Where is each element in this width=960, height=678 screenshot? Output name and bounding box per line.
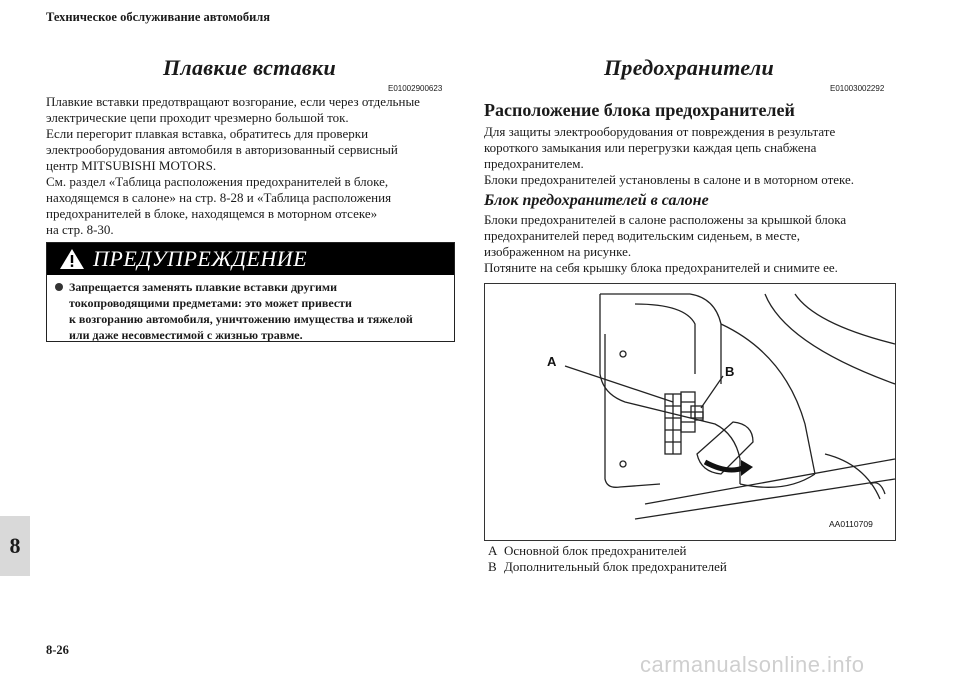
right-doc-code: E01003002292 <box>830 84 885 93</box>
subsection-line: Потяните на себя крышку блока предохранителей и снимите ее. <box>484 260 838 275</box>
subsection-line: изображенном на рисунке. <box>484 244 632 259</box>
subsection-line: предохранителей перед водительским сиденьем, в месте, <box>484 228 800 243</box>
left-title: Плавкие вставки <box>162 55 336 80</box>
running-header: Техническое обслуживание автомобиля <box>46 10 271 24</box>
left-paragraph-line: находящемся в салоне» на стр. 8-28 и «Таблица расположения <box>46 190 392 205</box>
warning-line: или даже несовместимой с жизнью травме. <box>69 328 303 342</box>
section-body <box>484 124 896 188</box>
warning-triangle-icon <box>59 247 85 271</box>
left-paragraph-line: на стр. 8-30. <box>46 222 114 237</box>
chapter-tab: 8 <box>0 516 30 576</box>
page-number: 8-26 <box>46 643 69 657</box>
caption-text: Дополнительный блок предохранителей <box>504 559 727 574</box>
left-paragraph-line: Если перегорит плавкая вставка, обратитесь для проверки <box>46 126 369 141</box>
watermark: carmanualsonline.info <box>640 652 865 677</box>
section-line: короткого замыкания или перегрузки каждая цепь снабжена <box>484 140 817 155</box>
left-paragraph-line: Плавкие вставки предотвращают возгорание, если через отдельные <box>46 94 420 109</box>
figure-label-a: A <box>547 354 557 369</box>
fuse-box-drawing <box>485 284 895 540</box>
caption-text: Основной блок предохранителей <box>504 543 687 558</box>
figure-captions <box>488 543 727 575</box>
warning-box <box>46 242 455 342</box>
fuse-box-illustration <box>484 283 896 541</box>
left-paragraph-line: См. раздел «Таблица расположения предохранителей в блоке, <box>46 174 389 189</box>
warning-header <box>47 243 454 275</box>
section-line: Для защиты электрооборудования от повреждения в результате <box>484 124 836 139</box>
caption-row <box>488 543 727 559</box>
warning-line: токопроводящими предметами: это может привести <box>69 296 352 310</box>
section-line: Блоки предохранителей установлены в салоне и в моторном отеке. <box>484 172 855 187</box>
subsection-body <box>484 212 896 276</box>
subsection-line: Блоки предохранителей в салоне расположены за крышкой блока <box>484 212 847 227</box>
section-heading: Расположение блока предохранителей <box>484 100 795 120</box>
figure-id: AA0110709 <box>829 519 873 529</box>
right-title: Предохранители <box>603 55 775 80</box>
warning-title: ПРЕДУПРЕЖДЕНИЕ <box>93 246 308 271</box>
caption-letter: A <box>488 543 498 558</box>
left-paragraph-line: центр MITSUBISHI MOTORS. <box>46 158 217 173</box>
warning-body <box>55 279 447 343</box>
caption-letter: B <box>488 559 497 574</box>
left-body <box>46 94 456 238</box>
subsection-heading: Блок предохранителей в салоне <box>484 192 709 209</box>
left-paragraph-line: предохранителей в блоке, находящемся в моторном отсеке» <box>46 206 378 221</box>
figure-label-b: B <box>725 364 735 379</box>
left-paragraph-line: электрооборудования автомобиля в авторизованный сервисный <box>46 142 398 157</box>
warning-line: Запрещается заменять плавкие вставки другими <box>69 280 337 294</box>
left-doc-code: E01002900623 <box>388 84 443 93</box>
section-line: предохранителем. <box>484 156 584 171</box>
warning-line: к возгоранию автомобиля, уничтожению имущества и тяжелой <box>69 312 413 326</box>
left-paragraph-line: электрические цепи проходит чрезмерно большой ток. <box>46 110 349 125</box>
caption-row <box>488 559 727 575</box>
bullet-icon <box>55 283 63 291</box>
